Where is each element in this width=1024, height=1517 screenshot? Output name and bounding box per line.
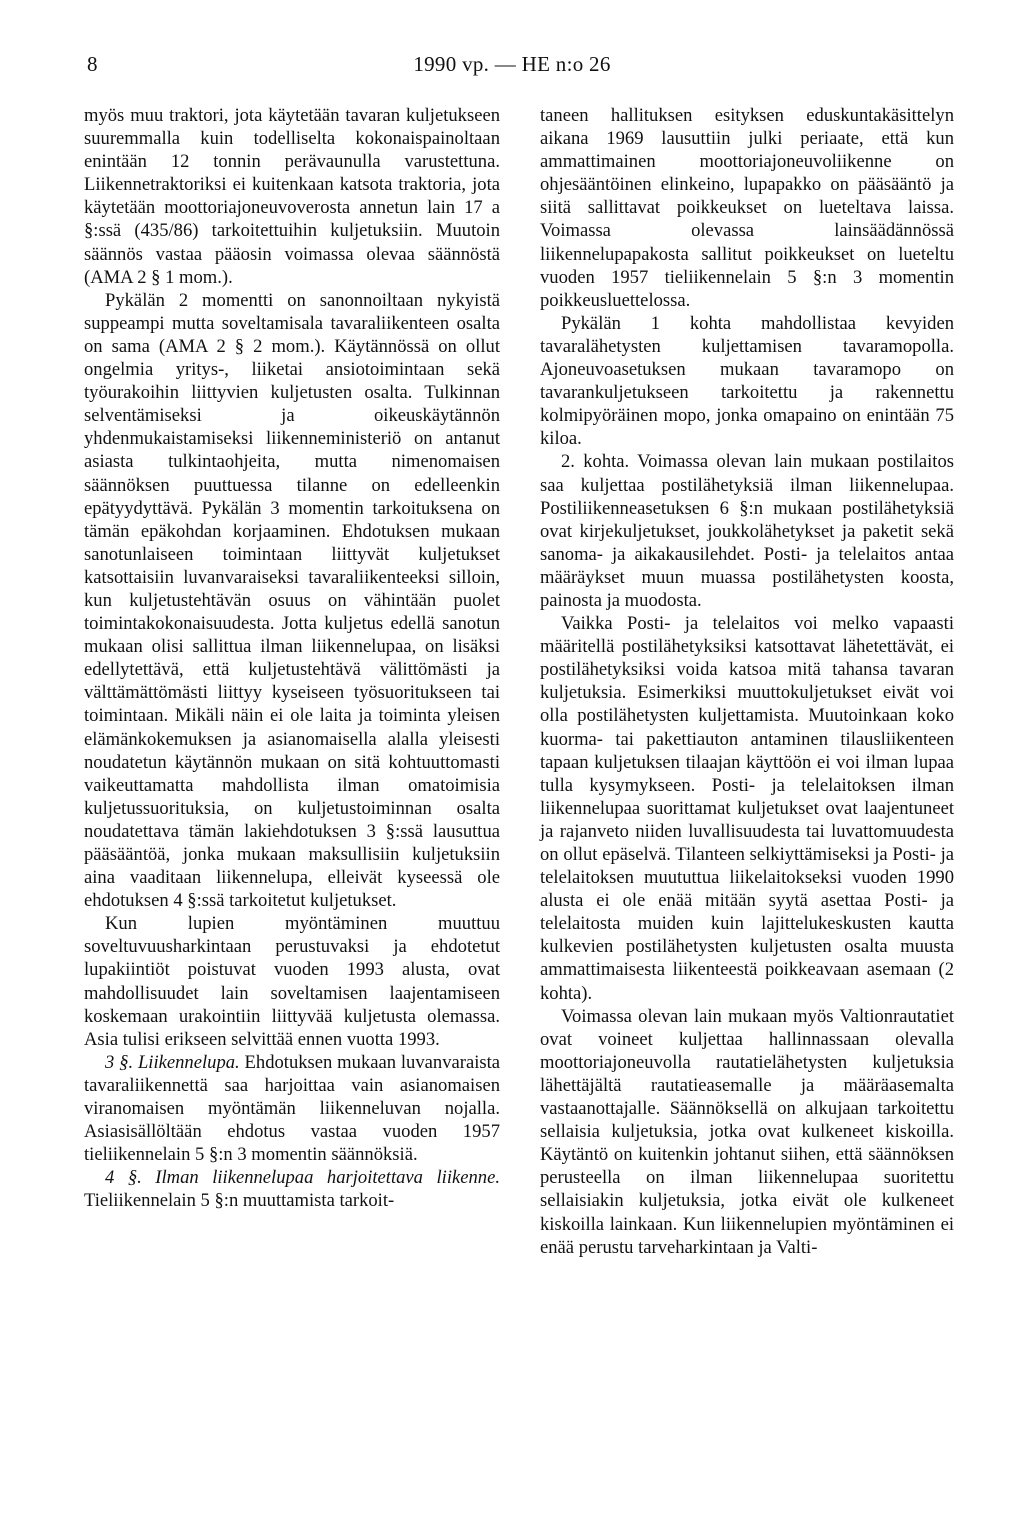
- section-3-paragraph: [84, 1051, 500, 1166]
- paragraph: Vaikka Posti- ja telelaitos voi melko vapaasti määritellä postilähetyksiksi katsottavat lähetettävät, ei postilähetyksiksi voida katsoa mitä tahansa tavaran kuljetuksia. Esimerkiksi muuttokuljetukset eivät voi olla postilähetysten kuljettamista. Muutoinkaan koko kuorma- tai pakettiauton antaminen tilausliikenteen tapaan kuljetuksen tilaajan käyttöön ei voi ilman lupaa tulla kysymykseen. Posti- ja telelaitoksen ilman liikennelupaa suorittamat kuljetukset ovat laajentuneet ja rajanveto niiden luvallisuudesta tai luvattomuudesta on ollut epäselvä. Tilanteen selkiyttämiseksi ja Posti- ja telelaitoksen muututtua liikelaitokseksi vuoden 1990 alusta ei ole enää mitään syytä asettaa Posti- ja telelaitosta muiden kuin lajittelukeskusten kautta kulkevien postilähetysten kuljetusten osalta muusta ammattimaisesta liikenteestä poikkeavaan asemaan (2 kohta).: [540, 613, 954, 1004]
- paragraph: Pykälän 2 momentti on sanonnoiltaan nykyistä suppeampi mutta soveltamisala tavaraliikenteen osalta on sama (AMA 2 § 2 mom.). Käytännössä on ollut ongelmia yritys-, liiketai ansiotoimintaan sekä työurakoihin liittyvien kuljetusten osalta. Tulkinnan selventämiseksi ja oikeuskäytännön yhdenmukaistamiseksi liikenneministeriö on antanut asiasta tulkintaohjeita, mutta nimenomaisen säännöksen puuttuessa tilanne on edelleenkin epätyydyttävä. Pykälän 3 momentin tarkoituksena on tämän epäkohdan korjaaminen. Ehdotuksen mukaan sanotunlaiseen toimintaan liittyvät kuljetukset katsottaisiin luvanvaraiseksi tavaraliikenteeksi silloin, kun kuljetustehtävän osuus on vähintään puolet toimintakokonaisuudesta. Jotta kuljetus edellä sanotun mukaan olisi sallittua ilman liikennelupaa, on lisäksi edellytettävä, että kuljetustehtävä välittömästi ja välttämättömästi liittyy kyseiseen työsuoritukseen tai toimintaan. Mikäli näin ei ole laita ja toiminta yleisen elämänkokemuksen ja asianomaisella alalla yleisesti noudatetun käytännön mukaan on sitä kohtuuttomasti vaikeuttamatta mahdollista ilman omatoimisia kuljetussuorituksia, on kuljetustoiminnan osalta noudatettava tämän lakiehdotuksen 3 §:ssä lausuttua pääsääntöä, jonka mukaan maksullisiin kuljetuksiin aina vaaditaan liikennelupa, elleivät kyseessä ole ehdotuksen 4 §:ssä tarkoitetut kuljetukset.: [84, 289, 500, 912]
- running-head: 1990 vp. — HE n:o 26: [413, 52, 611, 76]
- paragraph: taneen hallituksen esityksen eduskuntakäsittelyn aikana 1969 lausuttiin julki periaate, että kun ammattimainen moottoriajoneuvoliikenne on ohjesääntöinen elinkeino, lupapakko on pääsääntö ja siitä sallittavat poikkeukset on lueteltava laissa. Voimassa olevassa lainsäädännössä liikennelupapakosta sallitut poikkeukset on lueteltu vuoden 1957 tieliikennelain 5 §:n 3 momentin poikkeusluettelossa.: [540, 105, 954, 311]
- paragraph: Pykälän 1 kohta mahdollistaa kevyiden tavaralähetysten kuljettamisen tavaramopolla. Ajoneuvoasetuksen mukaan tavaramopo on tavarankuljetukseen tarkoitettu ja rakennettu kolmipyöräinen mopo, jonka omapaino on enintään 75 kiloa.: [540, 312, 954, 450]
- paragraph: Voimassa olevan lain mukaan myös Valtionrautatiet ovat voineet kuljettaa hallinnassaan olevalla moottoriajoneuvolla rautatielähetysten kuljetuksia lähettäjältä rautatieasemalle ja määräasemalta vastaanottajalle. Säännöksellä on alkujaan tarkoitettu sellaisia kuljetuksia, jotka ovat kulkeneet kiskoilla. Käytäntö on kuitenkin johtanut siihen, että säännöksen perusteella on ilman liikennelupaa suoritettu sellaisiakin kuljetuksia, jotka eivät ole kulkeneet kiskoilla lainkaan. Kun liikennelupien myöntäminen ei enää perustu tarveharkintaan ja Valti-: [540, 1005, 954, 1258]
- section-number: 4 §.: [105, 1167, 142, 1189]
- section-text: Tieliikennelain 5 §:n muuttamista tarkoit-: [84, 1190, 395, 1212]
- page-header: [0, 52, 1024, 82]
- page-number: 8: [87, 52, 98, 76]
- paragraph: 2. kohta. Voimassa olevan lain mukaan postilaitos saa kuljettaa postilähetyksiä ilman liikennelupaa. Postiliikenneasetuksen 6 §:n mukaan postilähetyksiä ovat kirjekuljetukset, joukkolähetykset ja paketit sekä sanoma- ja aikakausilehdet. Posti- ja telelaitos antaa määräykset muun muassa postilähetysten koosta, painosta ja muodosta.: [540, 451, 954, 611]
- section-text: Ehdotuksen mukaan luvanvaraista tavaraliikennettä saa harjoittaa vain asianomaisen viranomaisen myöntämän liikenneluvan nojalla. Asiasisällöltään ehdotus vastaa vuoden 1957 tieliikennelain 5 §:n 3 momentin säännöksiä.: [84, 1051, 501, 1166]
- section-4-paragraph: [84, 1166, 500, 1212]
- right-column: [540, 104, 954, 1259]
- section-number: 3 §.: [105, 1051, 134, 1073]
- paragraph: myös muu traktori, jota käytetään tavaran kuljetukseen suuremmalla kuin todelliselta kokonaispainoltaan enintään 12 tonnin perävaunulla varustettuna. Liikennetraktoriksi ei kuitenkaan katsota traktoria, jota käytetään moottoriajoneuvoverosta annetun lain 17 a §:ssä (435/86) tarkoitettuihin kuljetuksiin. Muutoin säännös vastaa pääosin voimassa olevaa säännöstä (AMA 2 § 1 mom.).: [84, 105, 500, 288]
- left-column: [84, 104, 500, 1213]
- section-title: Liikennelupa.: [137, 1051, 240, 1073]
- paragraph: Kun lupien myöntäminen muuttuu soveltuvuusharkintaan perustuvaksi ja ehdotetut lupakiintiöt poistuvat vuoden 1993 alusta, ovat mahdollisuudet lain soveltamisen laajentamiseen koskemaan urakointiin liittyvää kuljetusta olemassa. Asia tulisi erikseen selvittää ennen vuotta 1993.: [84, 913, 500, 1050]
- section-title: Ilman liikennelupaa harjoitettava liikenne.: [155, 1167, 500, 1189]
